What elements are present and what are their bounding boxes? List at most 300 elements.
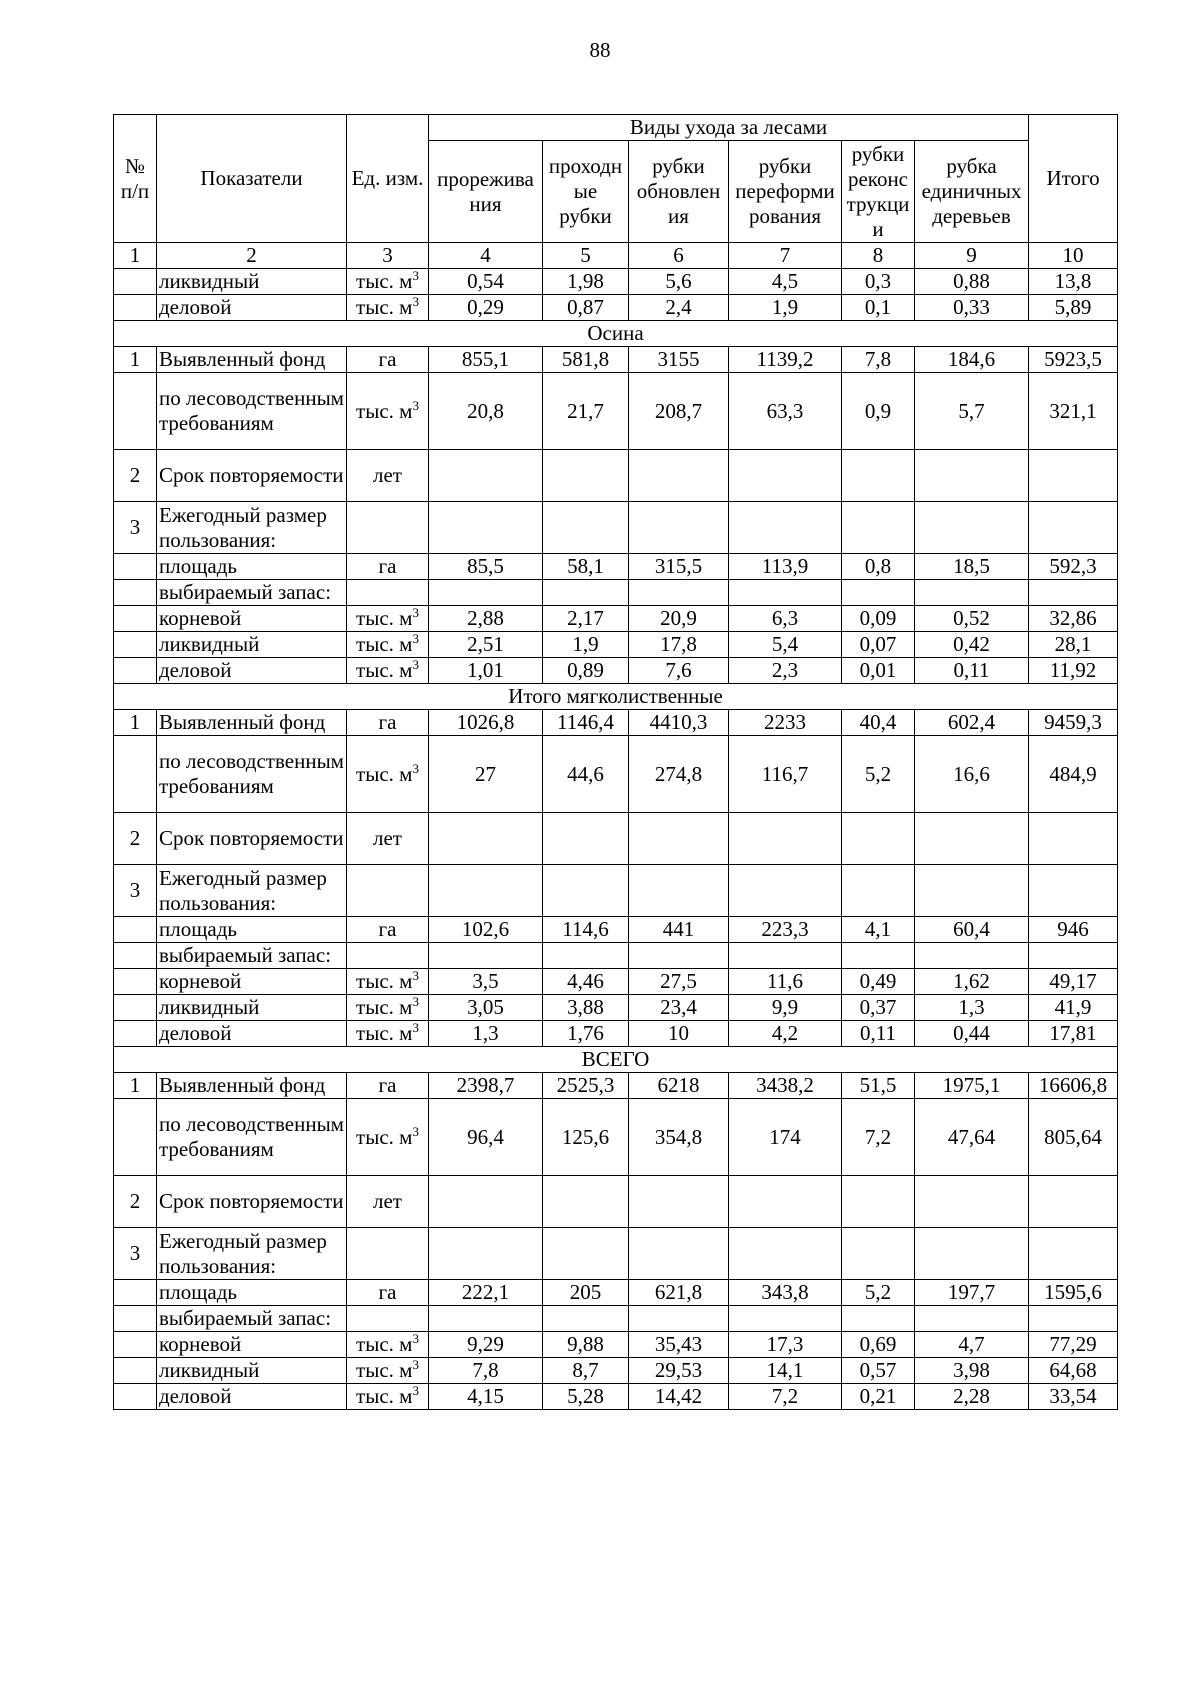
- row-value: 4,1: [842, 917, 915, 943]
- table-row: [114, 632, 1118, 658]
- row-total-value: [1029, 813, 1118, 865]
- row-value: 1026,8: [429, 710, 543, 736]
- row-value: [429, 1228, 543, 1280]
- row-total-value: [1029, 1176, 1118, 1228]
- row-value: [729, 813, 842, 865]
- row-value: 0,37: [842, 995, 915, 1021]
- col-number: 9: [915, 243, 1029, 269]
- unit-superscript: 3: [412, 268, 419, 283]
- row-unit: [347, 1073, 429, 1099]
- row-value: [842, 1306, 915, 1332]
- row-value: 27: [429, 736, 543, 813]
- row-value: 63,3: [729, 373, 842, 450]
- row-number: [114, 632, 157, 658]
- unit-superscript: 3: [412, 1331, 419, 1346]
- table-row: [114, 736, 1118, 813]
- row-value: [629, 1306, 729, 1332]
- row-value: [543, 865, 629, 917]
- row-unit: [347, 1306, 429, 1332]
- row-total-value: 5923,5: [1029, 347, 1118, 373]
- row-unit: [347, 1228, 429, 1280]
- row-value: 1,98: [543, 269, 629, 295]
- row-value: 274,8: [629, 736, 729, 813]
- row-value: [842, 813, 915, 865]
- row-value: 197,7: [915, 1280, 1029, 1306]
- table-row: [114, 1021, 1118, 1047]
- table-row: [114, 373, 1118, 450]
- row-total-value: 28,1: [1029, 632, 1118, 658]
- row-value: 0,49: [842, 969, 915, 995]
- row-value: 7,8: [842, 347, 915, 373]
- row-total-value: 946: [1029, 917, 1118, 943]
- row-label: деловой: [157, 295, 347, 321]
- row-value: [915, 1228, 1029, 1280]
- row-label: по лесоводственным требованиям: [157, 373, 347, 450]
- row-number: [114, 917, 157, 943]
- row-unit: [347, 1280, 429, 1306]
- row-value: [915, 580, 1029, 606]
- row-number: [114, 1099, 157, 1176]
- table-row: [114, 347, 1118, 373]
- row-number: [114, 373, 157, 450]
- row-value: 85,5: [429, 554, 543, 580]
- row-value: 0,69: [842, 1332, 915, 1358]
- row-value: [429, 1306, 543, 1332]
- row-value: [543, 943, 629, 969]
- row-value: 2,3: [729, 658, 842, 684]
- row-value: 1139,2: [729, 347, 842, 373]
- row-value: [429, 502, 543, 554]
- row-unit: [347, 1176, 429, 1228]
- row-value: 0,54: [429, 269, 543, 295]
- row-value: 6218: [629, 1073, 729, 1099]
- table-row: [114, 1384, 1118, 1410]
- row-unit: [347, 943, 429, 969]
- row-value: 7,2: [842, 1099, 915, 1176]
- row-value: 0,42: [915, 632, 1029, 658]
- row-value: 208,7: [629, 373, 729, 450]
- row-unit: [347, 710, 429, 736]
- row-number: [114, 269, 157, 295]
- row-value: 17,3: [729, 1332, 842, 1358]
- row-unit: [347, 554, 429, 580]
- unit-text: тыс. м: [356, 295, 413, 319]
- row-total-value: 64,68: [1029, 1358, 1118, 1384]
- row-value: 9,29: [429, 1332, 543, 1358]
- row-unit: [347, 1358, 429, 1384]
- header-type-thinning: прорежива ния: [429, 141, 543, 243]
- row-label: Выявленный фонд: [157, 347, 347, 373]
- row-value: 29,53: [629, 1358, 729, 1384]
- unit-text: тыс. м: [356, 1358, 413, 1382]
- row-value: 14,1: [729, 1358, 842, 1384]
- row-total-value: 805,64: [1029, 1099, 1118, 1176]
- row-value: 4410,3: [629, 710, 729, 736]
- unit-superscript: 3: [412, 1357, 419, 1372]
- row-value: 47,64: [915, 1099, 1029, 1176]
- row-value: [729, 450, 842, 502]
- table-row: [114, 995, 1118, 1021]
- row-number: 2: [114, 450, 157, 502]
- row-unit: [347, 450, 429, 502]
- row-unit: [347, 295, 429, 321]
- table-row: [114, 1073, 1118, 1099]
- row-value: [842, 865, 915, 917]
- col-number: 4: [429, 243, 543, 269]
- row-total-value: 77,29: [1029, 1332, 1118, 1358]
- row-unit: [347, 632, 429, 658]
- table-row: [114, 943, 1118, 969]
- section-row: [114, 684, 1118, 710]
- row-value: 1,3: [429, 1021, 543, 1047]
- row-value: [842, 1228, 915, 1280]
- row-value: [729, 865, 842, 917]
- row-value: [915, 1306, 1029, 1332]
- row-value: 21,7: [543, 373, 629, 450]
- row-value: 14,42: [629, 1384, 729, 1410]
- row-value: [629, 813, 729, 865]
- row-value: [429, 580, 543, 606]
- row-unit: [347, 995, 429, 1021]
- row-value: [729, 943, 842, 969]
- unit-text: лет: [373, 1189, 402, 1213]
- row-value: 5,4: [729, 632, 842, 658]
- row-value: 2,88: [429, 606, 543, 632]
- header-care-types: Виды ухода за лесами: [429, 115, 1029, 141]
- row-value: 0,9: [842, 373, 915, 450]
- row-value: 4,15: [429, 1384, 543, 1410]
- row-value: [915, 450, 1029, 502]
- row-total-value: [1029, 865, 1118, 917]
- row-value: 0,8: [842, 554, 915, 580]
- row-total-value: 1595,6: [1029, 1280, 1118, 1306]
- row-value: 96,4: [429, 1099, 543, 1176]
- row-total-value: [1029, 943, 1118, 969]
- row-number: [114, 1021, 157, 1047]
- row-value: [543, 450, 629, 502]
- row-number: [114, 1306, 157, 1332]
- row-value: 0,87: [543, 295, 629, 321]
- row-value: 3,5: [429, 969, 543, 995]
- row-label: выбираемый запас:: [157, 580, 347, 606]
- row-value: [629, 1176, 729, 1228]
- row-value: 1,3: [915, 995, 1029, 1021]
- row-label: ликвидный: [157, 995, 347, 1021]
- row-number: [114, 969, 157, 995]
- column-numbers-row: [114, 243, 1118, 269]
- row-value: 1,62: [915, 969, 1029, 995]
- row-label: ликвидный: [157, 632, 347, 658]
- row-unit: [347, 865, 429, 917]
- header-type-renewal: рубки обновлен ия: [629, 141, 729, 243]
- row-value: 114,6: [543, 917, 629, 943]
- row-value: 3,88: [543, 995, 629, 1021]
- row-value: 441: [629, 917, 729, 943]
- row-value: [543, 1176, 629, 1228]
- row-label: площадь: [157, 1280, 347, 1306]
- unit-text: тыс. м: [356, 606, 413, 630]
- unit-text: тыс. м: [356, 761, 413, 786]
- row-value: [915, 865, 1029, 917]
- row-value: 0,29: [429, 295, 543, 321]
- unit-text: тыс. м: [356, 995, 413, 1019]
- unit-superscript: 3: [412, 968, 419, 983]
- row-number: [114, 295, 157, 321]
- row-value: 0,44: [915, 1021, 1029, 1047]
- row-value: 125,6: [543, 1099, 629, 1176]
- row-value: 4,2: [729, 1021, 842, 1047]
- row-value: [842, 502, 915, 554]
- unit-superscript: 3: [412, 1020, 419, 1035]
- row-value: [429, 450, 543, 502]
- row-value: [629, 580, 729, 606]
- row-value: 1,76: [543, 1021, 629, 1047]
- row-value: 102,6: [429, 917, 543, 943]
- section-title: ВСЕГО: [114, 1047, 1118, 1073]
- row-unit: [347, 1021, 429, 1047]
- row-value: 0,33: [915, 295, 1029, 321]
- row-value: 2,4: [629, 295, 729, 321]
- row-number: [114, 1280, 157, 1306]
- row-label: выбираемый запас:: [157, 1306, 347, 1332]
- row-number: 3: [114, 865, 157, 917]
- row-unit: [347, 1384, 429, 1410]
- row-value: 354,8: [629, 1099, 729, 1176]
- unit-text: тыс. м: [356, 1021, 413, 1045]
- row-number: [114, 606, 157, 632]
- row-value: 3155: [629, 347, 729, 373]
- row-label: Ежегодный размер пользования:: [157, 1228, 347, 1280]
- row-label: корневой: [157, 606, 347, 632]
- row-value: 23,4: [629, 995, 729, 1021]
- row-label: Срок повторяемости: [157, 813, 347, 865]
- row-value: 343,8: [729, 1280, 842, 1306]
- row-total-value: [1029, 580, 1118, 606]
- row-value: [429, 943, 543, 969]
- table-row: [114, 1358, 1118, 1384]
- table-row: [114, 813, 1118, 865]
- row-total-value: 9459,3: [1029, 710, 1118, 736]
- row-value: [842, 450, 915, 502]
- row-value: [543, 813, 629, 865]
- section-title: Осина: [114, 321, 1118, 347]
- row-number: [114, 1332, 157, 1358]
- header-total: Итого: [1029, 115, 1118, 243]
- row-value: 58,1: [543, 554, 629, 580]
- row-value: 51,5: [842, 1073, 915, 1099]
- unit-text: тыс. м: [356, 269, 413, 293]
- row-value: 222,1: [429, 1280, 543, 1306]
- row-value: 7,8: [429, 1358, 543, 1384]
- row-number: 2: [114, 813, 157, 865]
- row-value: 9,88: [543, 1332, 629, 1358]
- row-label: ликвидный: [157, 1358, 347, 1384]
- row-total-value: 5,89: [1029, 295, 1118, 321]
- row-total-value: 484,9: [1029, 736, 1118, 813]
- unit-text: тыс. м: [356, 398, 413, 423]
- row-unit: [347, 347, 429, 373]
- header-indicator: Показатели: [157, 115, 347, 243]
- row-label: деловой: [157, 658, 347, 684]
- row-total-value: [1029, 1306, 1118, 1332]
- row-unit: [347, 736, 429, 813]
- row-unit: [347, 1332, 429, 1358]
- row-unit: [347, 502, 429, 554]
- row-value: 5,6: [629, 269, 729, 295]
- row-value: 20,8: [429, 373, 543, 450]
- row-value: 18,5: [915, 554, 1029, 580]
- section-row: [114, 1047, 1118, 1073]
- row-label: Выявленный фонд: [157, 1073, 347, 1099]
- row-value: 9,9: [729, 995, 842, 1021]
- row-label: площадь: [157, 554, 347, 580]
- row-number: 1: [114, 710, 157, 736]
- row-label: выбираемый запас:: [157, 943, 347, 969]
- row-value: 0,88: [915, 269, 1029, 295]
- row-value: 0,09: [842, 606, 915, 632]
- row-unit: [347, 813, 429, 865]
- row-unit: [347, 373, 429, 450]
- row-value: 10: [629, 1021, 729, 1047]
- row-total-value: [1029, 1228, 1118, 1280]
- row-label: Выявленный фонд: [157, 710, 347, 736]
- col-number: 2: [157, 243, 347, 269]
- col-number: 6: [629, 243, 729, 269]
- unit-text: га: [378, 1280, 397, 1304]
- unit-superscript: 3: [412, 1123, 419, 1139]
- row-value: 2525,3: [543, 1073, 629, 1099]
- row-value: 2,28: [915, 1384, 1029, 1410]
- forest-care-table: [113, 114, 1118, 1410]
- row-value: 184,6: [915, 347, 1029, 373]
- row-value: 5,7: [915, 373, 1029, 450]
- header-type-reconstruction: рубки реконс трукци и: [842, 141, 915, 243]
- row-value: [842, 580, 915, 606]
- row-value: 0,01: [842, 658, 915, 684]
- row-total-value: 17,81: [1029, 1021, 1118, 1047]
- row-number: 2: [114, 1176, 157, 1228]
- row-value: 8,7: [543, 1358, 629, 1384]
- row-value: 0,11: [842, 1021, 915, 1047]
- row-value: 1,9: [729, 295, 842, 321]
- row-number: 1: [114, 347, 157, 373]
- row-value: [429, 865, 543, 917]
- row-value: 581,8: [543, 347, 629, 373]
- unit-text: га: [378, 554, 397, 578]
- row-value: 0,11: [915, 658, 1029, 684]
- row-value: 5,2: [842, 736, 915, 813]
- row-label: корневой: [157, 969, 347, 995]
- row-value: 315,5: [629, 554, 729, 580]
- row-value: 1,9: [543, 632, 629, 658]
- table-row: [114, 969, 1118, 995]
- row-value: [429, 1176, 543, 1228]
- row-value: [729, 1228, 842, 1280]
- row-value: [915, 1176, 1029, 1228]
- row-number: [114, 1384, 157, 1410]
- row-total-value: [1029, 502, 1118, 554]
- table-row: [114, 606, 1118, 632]
- row-value: 174: [729, 1099, 842, 1176]
- row-unit: [347, 580, 429, 606]
- row-unit: [347, 917, 429, 943]
- row-value: [543, 1306, 629, 1332]
- row-value: [729, 502, 842, 554]
- row-value: [915, 813, 1029, 865]
- header-type-single-trees: рубка единичных деревьев: [915, 141, 1029, 243]
- row-label: по лесоводственным требованиям: [157, 736, 347, 813]
- row-total-value: 16606,8: [1029, 1073, 1118, 1099]
- table-row: [114, 710, 1118, 736]
- unit-superscript: 3: [412, 657, 419, 672]
- row-value: 0,07: [842, 632, 915, 658]
- table-row: [114, 450, 1118, 502]
- unit-superscript: 3: [412, 294, 419, 309]
- row-value: 1146,4: [543, 710, 629, 736]
- row-value: 35,43: [629, 1332, 729, 1358]
- row-value: 5,28: [543, 1384, 629, 1410]
- row-number: [114, 554, 157, 580]
- row-value: 40,4: [842, 710, 915, 736]
- row-number: [114, 736, 157, 813]
- row-label: Срок повторяемости: [157, 450, 347, 502]
- col-number: 8: [842, 243, 915, 269]
- col-number: 5: [543, 243, 629, 269]
- row-value: [543, 1228, 629, 1280]
- header-unit: Ед. изм.: [347, 115, 429, 243]
- row-value: [842, 1176, 915, 1228]
- unit-superscript: 3: [412, 760, 419, 776]
- row-value: [543, 580, 629, 606]
- row-label: Срок повторяемости: [157, 1176, 347, 1228]
- col-number: 1: [114, 243, 157, 269]
- row-total-value: 41,9: [1029, 995, 1118, 1021]
- row-value: 5,2: [842, 1280, 915, 1306]
- header-row-group: [114, 115, 1118, 141]
- row-value: [915, 502, 1029, 554]
- row-value: 60,4: [915, 917, 1029, 943]
- row-value: 2,51: [429, 632, 543, 658]
- row-value: 0,52: [915, 606, 1029, 632]
- unit-superscript: 3: [412, 397, 419, 413]
- row-total-value: 13,8: [1029, 269, 1118, 295]
- unit-superscript: 3: [412, 994, 419, 1009]
- row-number: 3: [114, 1228, 157, 1280]
- row-value: [629, 1228, 729, 1280]
- row-value: [629, 943, 729, 969]
- table-row: [114, 269, 1118, 295]
- row-value: 4,5: [729, 269, 842, 295]
- table-row: [114, 1280, 1118, 1306]
- unit-superscript: 3: [412, 1383, 419, 1398]
- row-total-value: 49,17: [1029, 969, 1118, 995]
- unit-text: тыс. м: [356, 1332, 413, 1356]
- row-value: 2233: [729, 710, 842, 736]
- unit-text: лет: [373, 826, 402, 850]
- row-value: [629, 865, 729, 917]
- page-number: 88: [589, 38, 611, 62]
- row-value: 0,57: [842, 1358, 915, 1384]
- row-label: Ежегодный размер пользования:: [157, 502, 347, 554]
- row-total-value: 592,3: [1029, 554, 1118, 580]
- row-label: ликвидный: [157, 269, 347, 295]
- col-number: 10: [1029, 243, 1118, 269]
- row-value: 4,7: [915, 1332, 1029, 1358]
- unit-text: тыс. м: [356, 658, 413, 682]
- row-value: 7,6: [629, 658, 729, 684]
- row-value: [543, 502, 629, 554]
- col-number: 3: [347, 243, 429, 269]
